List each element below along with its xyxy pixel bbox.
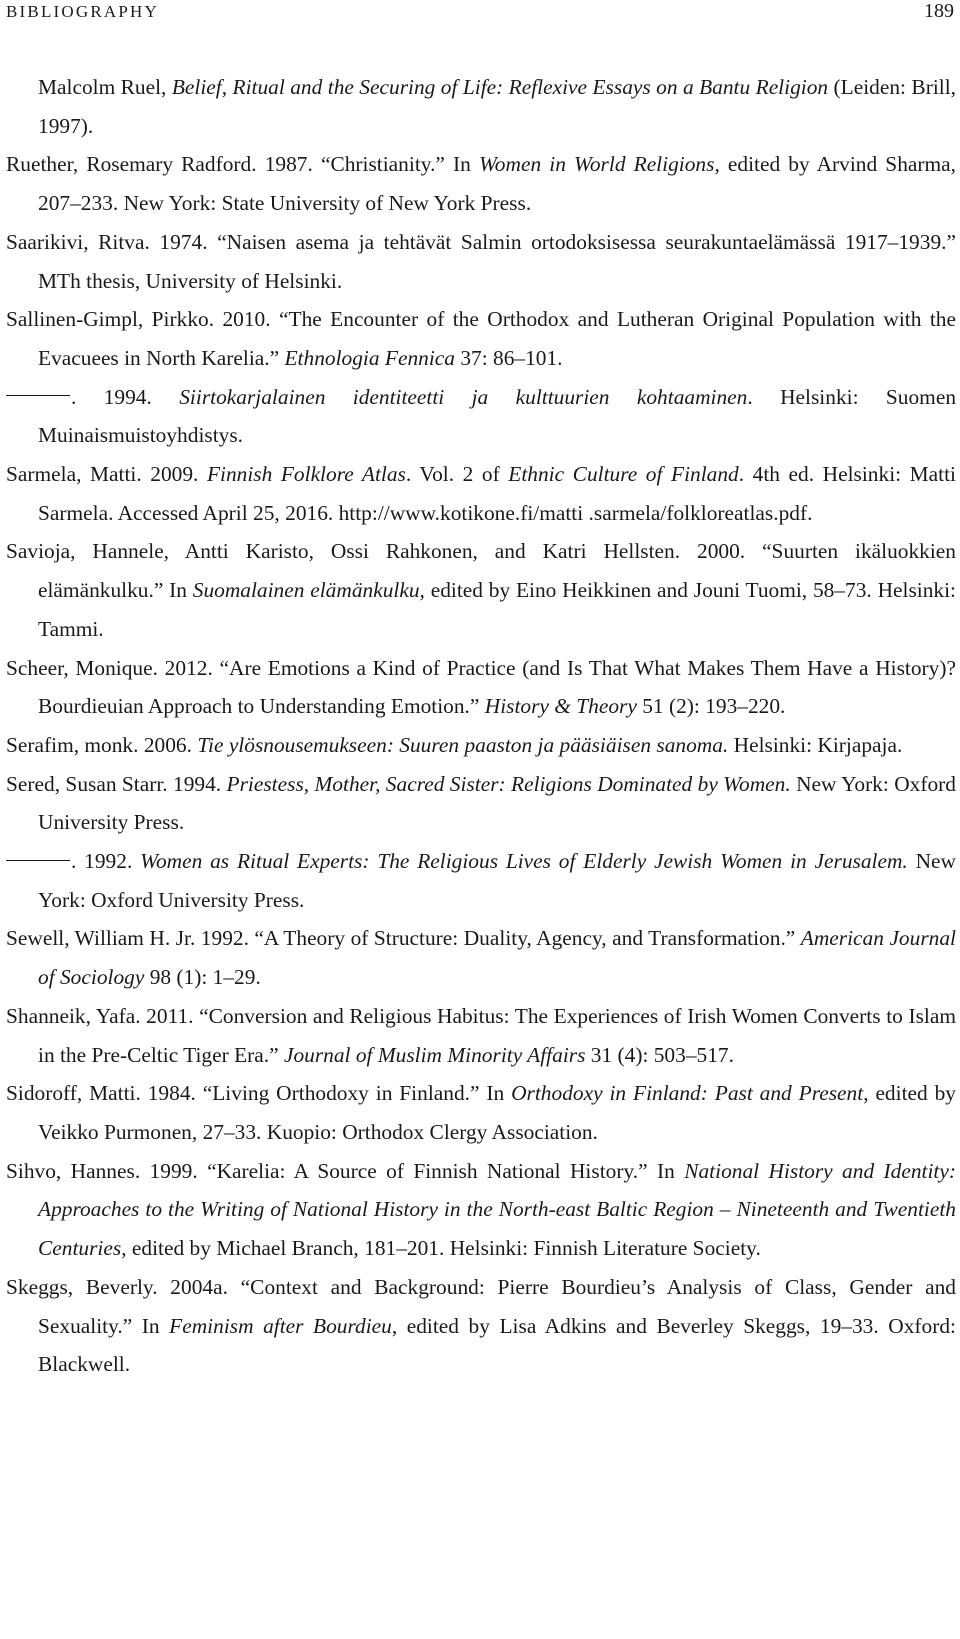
bibliography-entry: Malcolm Ruel, Belief, Ritual and the Securing of Life: Reflexive Essays on a Bantu Religion (Leiden: Brill, 1997).	[38, 75, 956, 138]
repeated-author-dash	[6, 395, 70, 396]
page-header	[0, 0, 960, 32]
running-head: BIBLIOGRAPHY	[6, 2, 159, 21]
bibliography-entry: Sarmela, Matti. 2009. Finnish Folklore Atlas. Vol. 2 of Ethnic Culture of Finland. 4th ed. Helsinki: Matti Sarmela. Accessed April 25, 2016. http://www.kotikone.fi/matti .sarmela/folkloreatlas.pdf.	[6, 462, 956, 525]
bibliography-list	[0, 68, 956, 1384]
bibliography-entry: Sihvo, Hannes. 1999. “Karelia: A Source of Finnish National History.” In National History and Identity: Approaches to the Writing of National History in the North-east Baltic Region – Nineteenth and Twentieth Centuries, edited by Michael Branch, 181–201. Helsinki: Finnish Literature Society.	[6, 1158, 956, 1261]
bibliography-entry: Sered, Susan Starr. 1994. Priestess, Mother, Sacred Sister: Religions Dominated by Women. New York: Oxford University Press.	[6, 771, 956, 835]
bibliography-entry: . 1992. Women as Ritual Experts: The Religious Lives of Elderly Jewish Women in Jerusalem. New York: Oxford University Press.	[0, 842, 956, 919]
bibliography-entry: Sallinen-Gimpl, Pirkko. 2010. “The Encounter of the Orthodox and Lutheran Original Population with the Evacuees in North Karelia.” Ethnologia Fennica 37: 86–101.	[6, 307, 956, 370]
bibliography-entry: Saarikivi, Ritva. 1974. “Naisen asema ja tehtävät Salmin ortodoksisessa seurakuntaelämässä 1917–1939.” MTh thesis, University of Helsinki.	[6, 229, 956, 293]
bibliography-entry: Sidoroff, Matti. 1984. “Living Orthodoxy in Finland.” In Orthodoxy in Finland: Past and Present, edited by Veikko Purmonen, 27–33. Kuopio: Orthodox Clergy Association.	[6, 1081, 956, 1144]
bibliography-entry: Serafim, monk. 2006. Tie ylösnousemukseen: Suuren paaston ja pääsiäisen sanoma. Helsinki: Kirjapaja.	[6, 732, 903, 757]
bibliography-entry: Scheer, Monique. 2012. “Are Emotions a Kind of Practice (and Is That What Makes Them Have a History)? Bourdieuian Approach to Understanding Emotion.” History & Theory 51 (2): 193–220.	[6, 655, 956, 719]
page-number: 189	[924, 0, 954, 22]
bibliography-entry: Sewell, William H. Jr. 1992. “A Theory of Structure: Duality, Agency, and Transformation.” American Journal of Sociology 98 (1): 1–29.	[6, 926, 956, 990]
bibliography-entry: Savioja, Hannele, Antti Karisto, Ossi Rahkonen, and Katri Hellsten. 2000. “Suurten ikäluokkien elämänkulku.” In Suomalainen elämänkulku, edited by Eino Heikkinen and Jouni Tuomi, 58–73. Helsinki: Tammi.	[6, 539, 956, 641]
bibliography-entry: . 1994. Siirtokarjalainen identiteetti ja kulttuurien kohtaaminen. Helsinki: Suomen Muinaismuistoyhdistys.	[0, 378, 956, 455]
bibliography-entry: Shanneik, Yafa. 2011. “Conversion and Religious Habitus: The Experiences of Irish Women Converts to Islam in the Pre-Celtic Tiger Era.” Journal of Muslim Minority Affairs 31 (4): 503–517.	[6, 1003, 956, 1067]
repeated-author-dash	[6, 860, 70, 861]
bibliography-entry: Ruether, Rosemary Radford. 1987. “Christianity.” In Women in World Religions, edited by Arvind Sharma, 207–233. New York: State University of New York Press.	[6, 152, 956, 216]
bibliography-entry: Skeggs, Beverly. 2004a. “Context and Background: Pierre Bourdieu’s Analysis of Class, Gender and Sexuality.” In Feminism after Bourdieu, edited by Lisa Adkins and Beverley Skeggs, 19–33. Oxford: Blackwell.	[6, 1274, 956, 1377]
